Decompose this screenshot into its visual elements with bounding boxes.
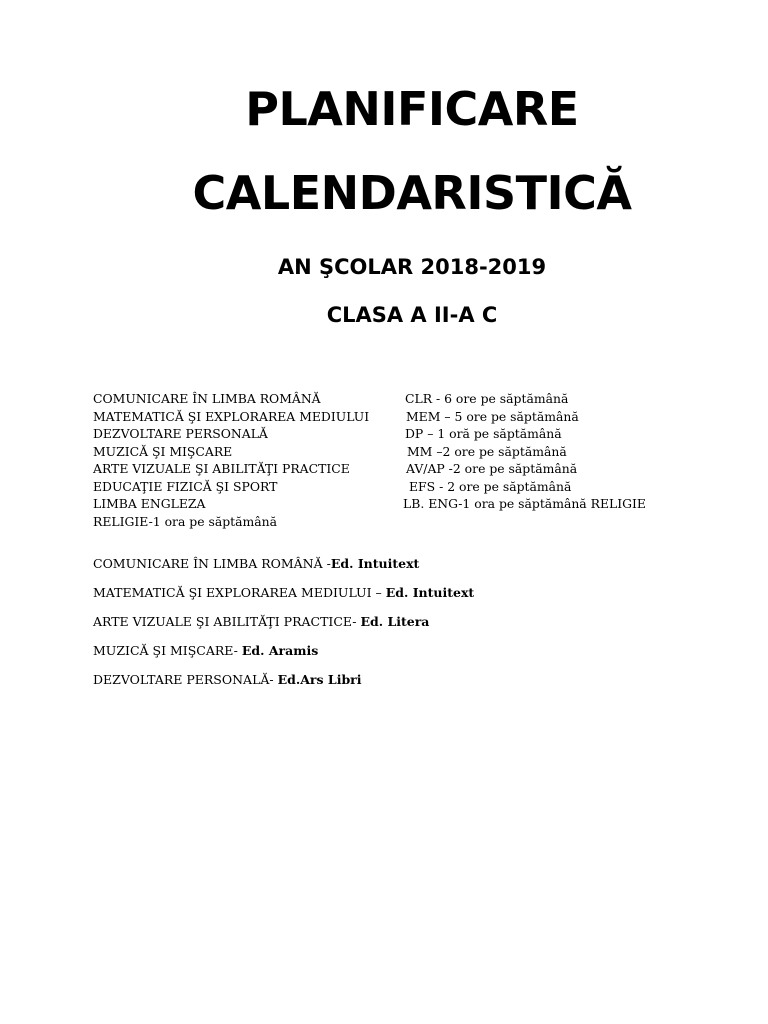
subject-name: DEZVOLTARE PERSONALĂ bbox=[93, 426, 268, 441]
textbook-publisher: Ed.Ars Libri bbox=[277, 672, 362, 687]
subject-hours: DP – 1 oră pe săptămână bbox=[405, 426, 562, 441]
subject-name: MATEMATICĂ ŞI EXPLORAREA MEDIULUI bbox=[93, 408, 370, 424]
subject-hours: MM –2 ore pe săptămână bbox=[407, 443, 567, 459]
textbook-subject: MATEMATICĂ ŞI EXPLORAREA MEDIULUI – bbox=[93, 585, 386, 600]
textbook-item bbox=[93, 585, 474, 614]
class-name: CLASA A II-A C bbox=[326, 303, 498, 327]
textbook-item bbox=[93, 672, 474, 701]
subject-name: COMUNICARE ÎN LIMBA ROMÂNĂ bbox=[93, 391, 321, 406]
textbook-publisher: Ed. Intuitext bbox=[330, 556, 420, 571]
textbook-item bbox=[93, 556, 474, 585]
subject-hours: EFS - 2 ore pe săptămână bbox=[409, 478, 572, 494]
textbook-subject: ARTE VIZUALE ŞI ABILITĂŢI PRACTICE- bbox=[93, 614, 361, 629]
subject-name: MUZICĂ ŞI MIŞCARE bbox=[93, 443, 233, 459]
subject-name: ARTE VIZUALE ŞI ABILITĂŢI PRACTICE bbox=[93, 461, 350, 476]
textbook-item bbox=[93, 614, 474, 643]
subject-name: LIMBA ENGLEZA bbox=[93, 496, 206, 511]
document-title-line-2: CALENDARISTICĂ bbox=[192, 166, 632, 220]
textbook-subject: COMUNICARE ÎN LIMBA ROMÂNĂ - bbox=[93, 556, 331, 571]
subject-hours: AV/AP -2 ore pe săptămână bbox=[406, 461, 578, 476]
textbook-publisher: Ed. Litera bbox=[360, 614, 430, 629]
school-year: AN ŞCOLAR 2018-2019 bbox=[277, 255, 547, 279]
textbook-item bbox=[93, 643, 474, 672]
subject-name: RELIGIE-1 ora pe săptămână bbox=[93, 513, 278, 529]
textbook-publisher: Ed. Intuitext bbox=[385, 585, 475, 600]
textbooks-list bbox=[93, 556, 474, 701]
subject-name: EDUCAŢIE FIZICĂ ŞI SPORT bbox=[93, 478, 278, 494]
textbook-subject: MUZICĂ ŞI MIŞCARE- bbox=[93, 643, 242, 658]
subject-hours: CLR - 6 ore pe săptămână bbox=[405, 391, 569, 406]
subject-hours: LB. ENG-1 ora pe săptămână RELIGIE bbox=[403, 496, 646, 511]
document-title-line-1: PLANIFICARE bbox=[245, 82, 579, 136]
textbook-subject: DEZVOLTARE PERSONALĂ- bbox=[93, 672, 278, 687]
textbook-publisher: Ed. Aramis bbox=[241, 643, 319, 658]
subject-hours: MEM – 5 ore pe săptămână bbox=[406, 408, 579, 424]
